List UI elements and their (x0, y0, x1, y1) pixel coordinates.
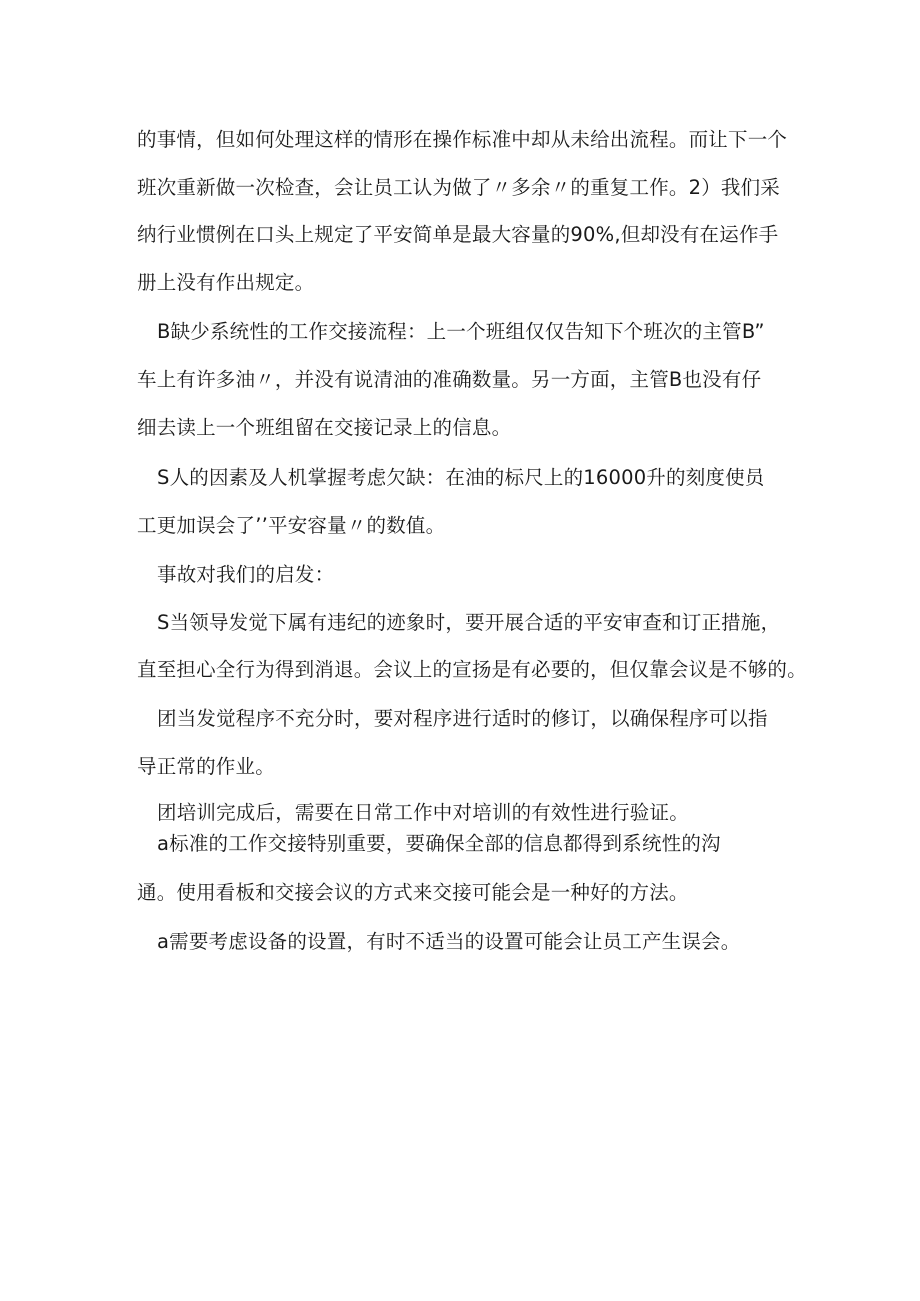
text-line: 工更加误会了’’平安容量〃的数值。 (137, 514, 446, 537)
text-line: a需要考虑设备的设置，有时不适当的设置可能会让员工产生误会。 (157, 930, 741, 953)
text-line: 导正常的作业。 (137, 755, 275, 778)
text-line: B缺少系统性的工作交接流程：上一个班组仅仅告知下个班次的主管B” (157, 320, 765, 343)
text-line: 车上有许多油〃，并没有说清油的准确数量。另一方面，主管B也没有仔 (137, 368, 762, 391)
text-line: 的事情，但如何处理这样的情形在操作标准中却从未给出流程。而让下一个 (137, 128, 788, 151)
text-line: 纳行业惯例在口头上规定了平安简单是最大容量的90%,但却没有在运作手 (137, 223, 779, 246)
text-line: 直至担心全行为得到消退。会议上的宣扬是有必要的，但仅靠会议是不够的。 (137, 658, 807, 681)
text-line: 团当发觉程序不充分时，要对程序进行适时的修订，以确保程序可以指 (157, 707, 768, 730)
text-line: 通。使用看板和交接会议的方式来交接可能会是一种好的方法。 (137, 881, 689, 904)
text-line: 班次重新做一次检查，会让员工认为做了〃多余〃的重复工作。2）我们采 (137, 176, 781, 199)
text-line: a标准的工作交接特别重要，要确保全部的信息都得到系统性的沟 (157, 832, 721, 855)
text-line: S人的因素及人机掌握考虑欠缺：在油的标尺上的16000升的刻度使员 (157, 466, 765, 489)
text-line: 团培训完成后，需要在日常工作中对培训的有效性进行验证。 (157, 801, 689, 824)
text-line: 事故对我们的启发： (157, 563, 335, 586)
text-line: 细去读上一个班组留在交接记录上的信息。 (137, 416, 512, 439)
text-line: S当领导发觉下属有违纪的迹象时，要开展合适的平安审查和订正措施， (157, 611, 781, 634)
text-line: 册上没有作出规定。 (137, 271, 315, 294)
